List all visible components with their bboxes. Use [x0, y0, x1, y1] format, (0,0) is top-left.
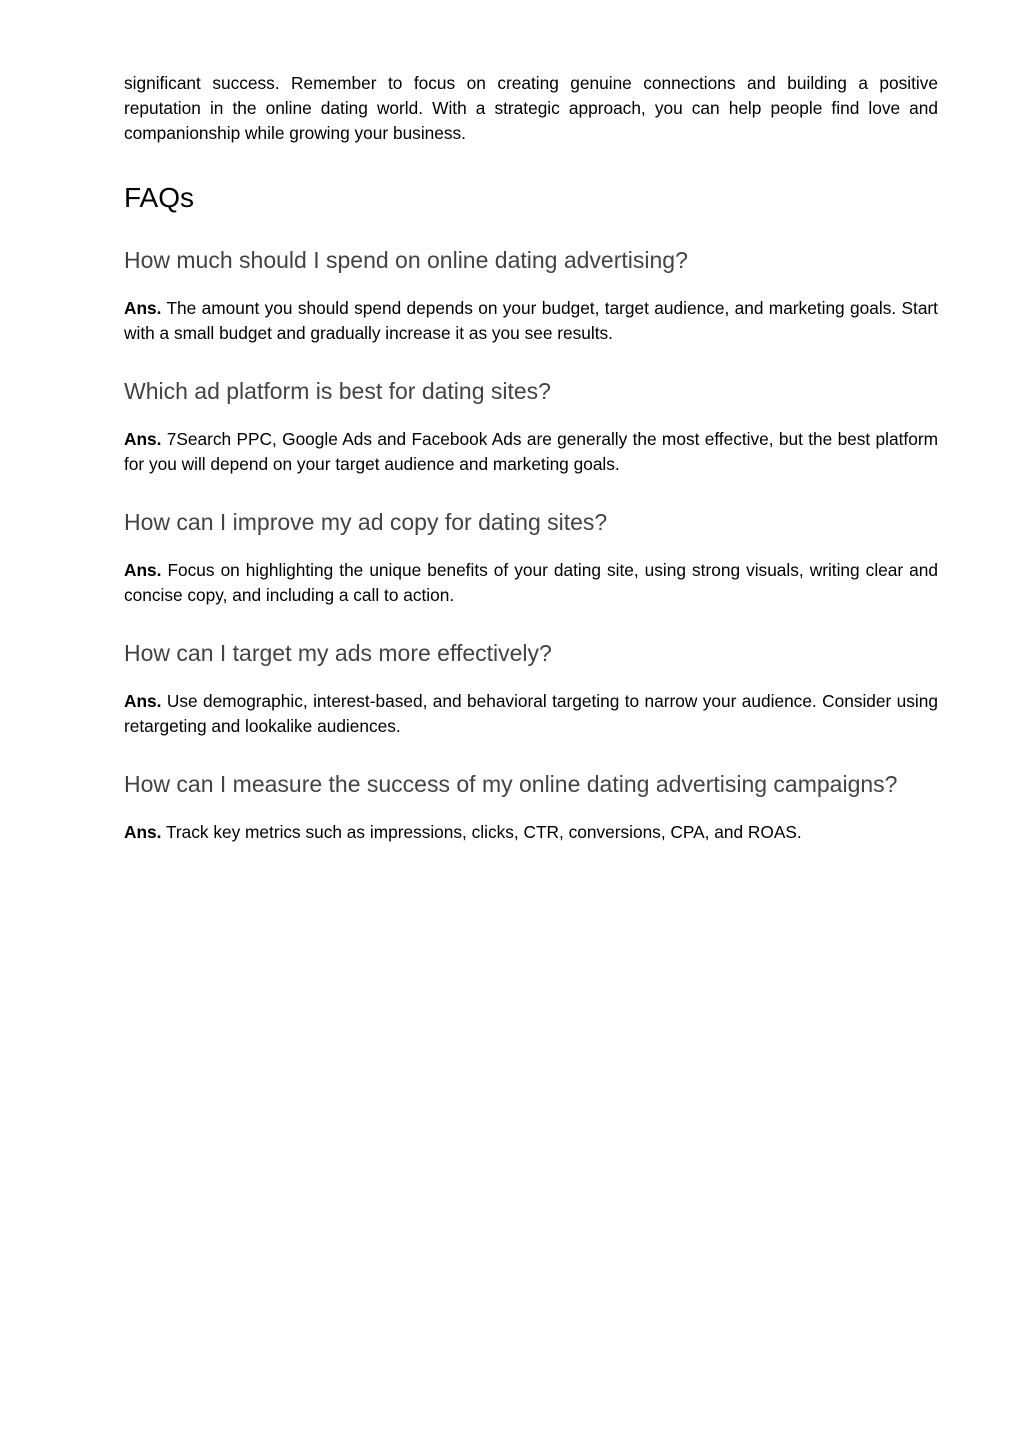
intro-paragraph: significant success. Remember to focus on creating genuine connections and building a positive reputation in the online dating world. With a strategic approach, you can help people find love and companionship while growing your business. [124, 73, 938, 143]
faq-item [124, 769, 938, 845]
answer-text: Use demographic, interest-based, and behavioral targeting to narrow your audience. Consider using retargeting and lookalike audiences. [124, 691, 938, 736]
document-page [124, 70, 938, 845]
faq-item [124, 376, 938, 477]
faq-question: How much should I spend on online dating advertising? [124, 247, 688, 273]
answer-label: Ans. [124, 560, 162, 580]
faq-item [124, 638, 938, 739]
faq-answer [124, 558, 938, 608]
faq-question: How can I improve my ad copy for dating sites? [124, 509, 608, 535]
answer-label: Ans. [124, 822, 162, 842]
answer-label: Ans. [124, 298, 162, 318]
faq-item [124, 245, 938, 346]
faq-question: Which ad platform is best for dating sites? [124, 378, 551, 404]
answer-text: 7Search PPC, Google Ads and Facebook Ads are generally the most effective, but the best platform for you will depend on your target audience and marketing goals. [124, 429, 938, 474]
faq-answer [124, 296, 938, 346]
faq-question: How can I target my ads more effectively? [124, 640, 552, 666]
faq-answer [124, 427, 938, 477]
answer-text: The amount you should spend depends on your budget, target audience, and marketing goals. Start with a small budget and gradually increase it as you see results. [124, 298, 938, 343]
answer-label: Ans. [124, 429, 162, 449]
answer-text: Focus on highlighting the unique benefits of your dating site, using strong visuals, writing clear and concise copy, and including a call to action. [124, 560, 938, 605]
answer-label: Ans. [124, 691, 162, 711]
faq-item [124, 507, 938, 608]
faq-heading: FAQs [124, 182, 195, 213]
faq-answer [124, 820, 938, 845]
faq-question: How can I measure the success of my online dating advertising campaigns? [124, 771, 898, 797]
answer-text: Track key metrics such as impressions, clicks, CTR, conversions, CPA, and ROAS. [165, 822, 802, 842]
faq-answer [124, 689, 938, 739]
